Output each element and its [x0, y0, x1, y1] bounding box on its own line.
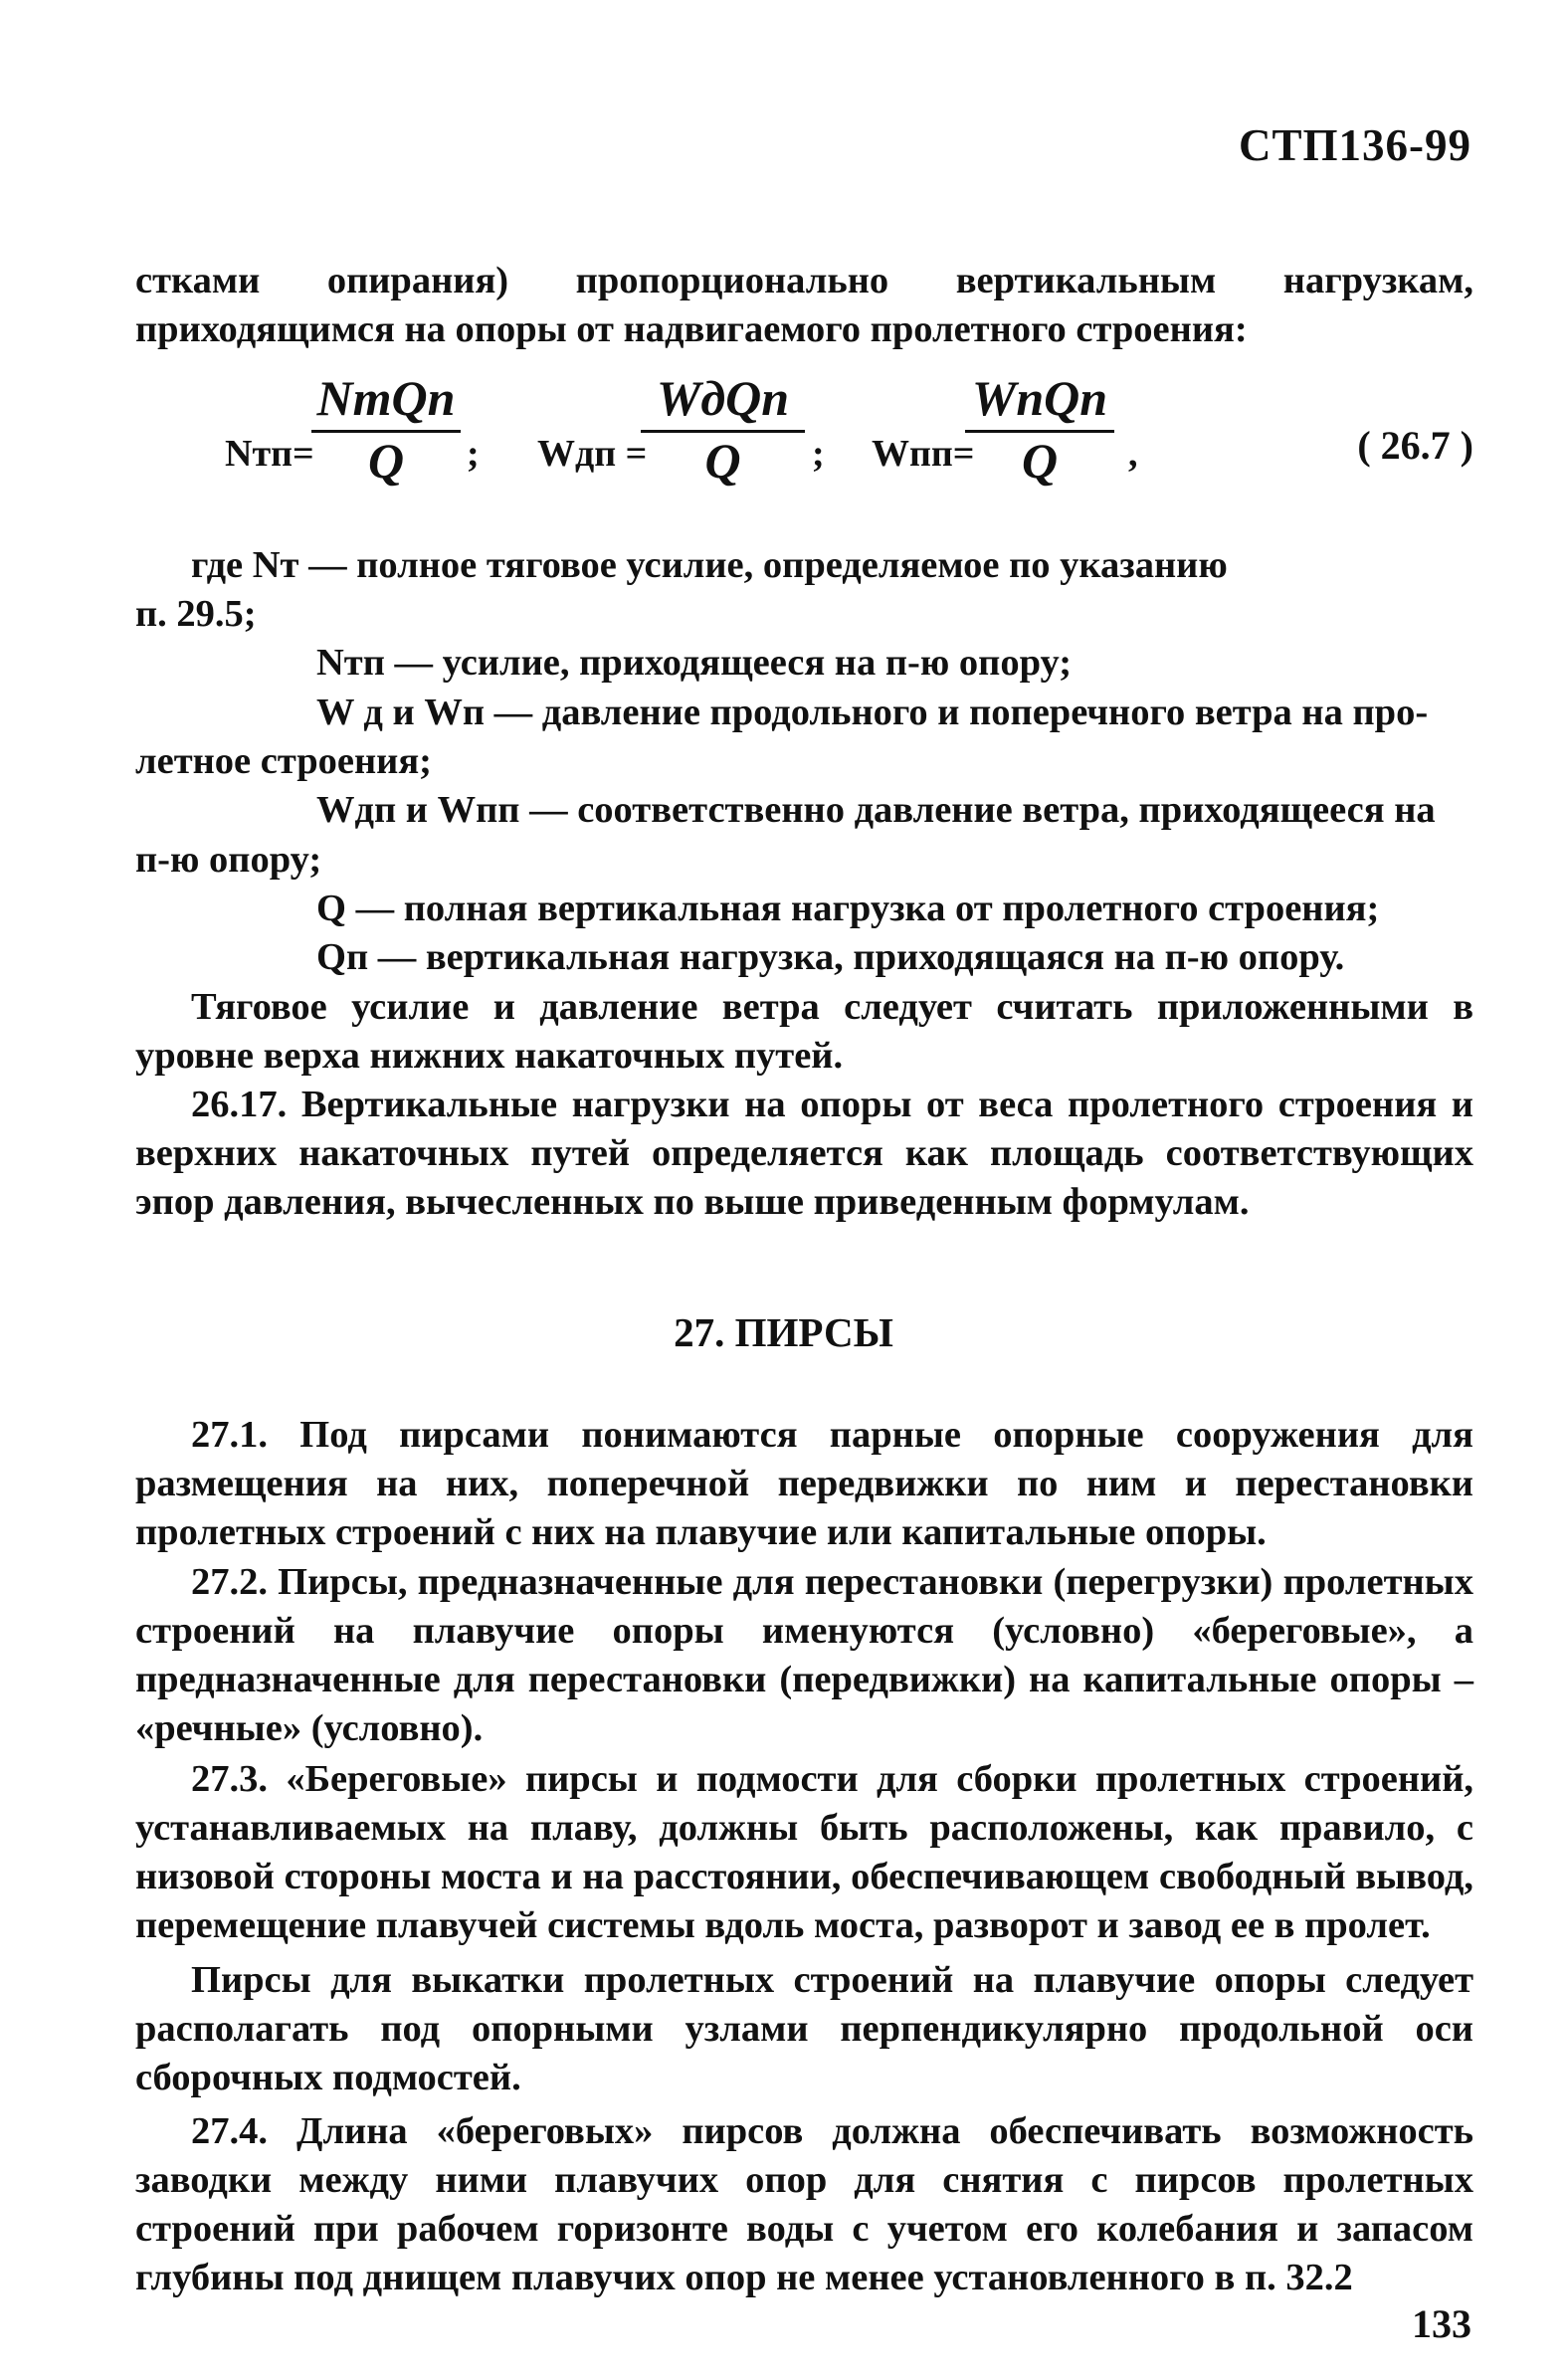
formula-term-2-numerator: WдQп: [656, 370, 790, 426]
section-title: 27. ПИРСЫ: [674, 1309, 893, 1355]
formula-term-1-numerator: NтQп: [316, 370, 456, 426]
where-q: Q — полная вертикальная нагрузка от пролетного строения;: [316, 888, 1380, 929]
formula-term-3-numerator: WпQп: [971, 370, 1108, 426]
where-wind: W д и Wп — давление продольного и поперечного ветра на про-: [316, 692, 1429, 733]
where-wind-cont: летное строения;: [135, 740, 432, 782]
paragraph-piers: Пирсы для выкатки пролетных строений на плавучие опоры следует располагать под опорными узлами перпендикулярно продольной оси сборочных подмостей.: [135, 1959, 1473, 2098]
where-qn: Qп — вертикальная нагрузка, приходящаяся на п-ю опору.: [316, 936, 1345, 978]
where-n-tn: Nтп — усилие, приходящееся на п-ю опору;: [316, 642, 1073, 684]
paragraph-27-1: 27.1. Под пирсами понимаются парные опорные сооружения для размещения на них, поперечной передвижки по ним и перестановки пролетных строений с них на плавучие или капитальные опоры.: [135, 1414, 1473, 1553]
formula-term-3-lhs: Wпп=: [872, 433, 975, 475]
formula-term-3-separator: ,: [1128, 433, 1138, 475]
paragraph-traction: Тяговое усилие и давление ветра следует считать приложенными в уровне верха нижних накаточных путей.: [135, 986, 1473, 1077]
document-code-header: СТП136-99: [1239, 120, 1471, 170]
paragraph-27-4: 27.4. Длина «береговых» пирсов должна обеспечивать возможность заводки между ними плавучих опор для снятия с пирсов пролетных строений при рабочем горизонте воды с учетом его колебания и запасом глубины под днищем плавучих опор не менее установленного в п. 32.2: [135, 2110, 1473, 2298]
formula-term-2-fraction: [641, 370, 805, 489]
paragraph-27-3: 27.3. «Береговые» пирсы и подмости для сборки пролетных строений, устанавливаемых на плаву, должны быть расположены, как правило, с низовой стороны моста и на расстоянии, обеспечивающем свободный вывод, перемещение плавучей системы вдоль моста, разворот и завод ее в пролет.: [135, 1758, 1473, 1946]
where-n-traction: где Nт — полное тяговое усилие, определяемое по указанию: [191, 544, 1228, 586]
page-number: 133: [1412, 2301, 1471, 2346]
formula-term-2-lhs: Wдп =: [537, 433, 648, 475]
formula-term-1-fraction: [311, 370, 461, 489]
formula-term-1-lhs: Nтп=: [225, 433, 314, 475]
where-wind-pier-cont: п-ю опору;: [135, 839, 322, 881]
paragraph-26-17: 26.17. Вертикальные нагрузки на опоры от веса пролетного строения и верхних накаточных путей определяется как площадь соответствующих эпор давления, вычесленных по выше приведенным формулам.: [135, 1084, 1473, 1223]
where-n-traction-cont: п. 29.5;: [135, 593, 257, 635]
intro-paragraph: стками опирания) пропорционально вертикальным нагрузкам, приходящимся на опоры от надвигаемого пролетного строения:: [135, 260, 1473, 350]
paragraph-27-2: 27.2. Пирсы, предназначенные для перестановки (перегрузки) пролетных строений на плавучие опоры именуются (условно) «береговые», а предназначенные для перестановки (передвижки) на капитальные опоры – «речные» (условно).: [135, 1561, 1473, 1749]
formula-term-1-denominator: Q: [367, 433, 405, 489]
where-wind-pier: Wдп и Wпп — соответственно давление ветра, приходящееся на: [316, 789, 1436, 831]
formula-term-3-fraction: [965, 370, 1114, 489]
formula-term-2-separator: ;: [812, 433, 825, 475]
formula-term-3-denominator: Q: [1021, 433, 1059, 489]
formula-term-2-denominator: Q: [704, 433, 741, 489]
formula-term-1-separator: ;: [467, 433, 480, 475]
formula-26-7: [135, 370, 1473, 529]
formula-number: ( 26.7 ): [1357, 423, 1473, 468]
